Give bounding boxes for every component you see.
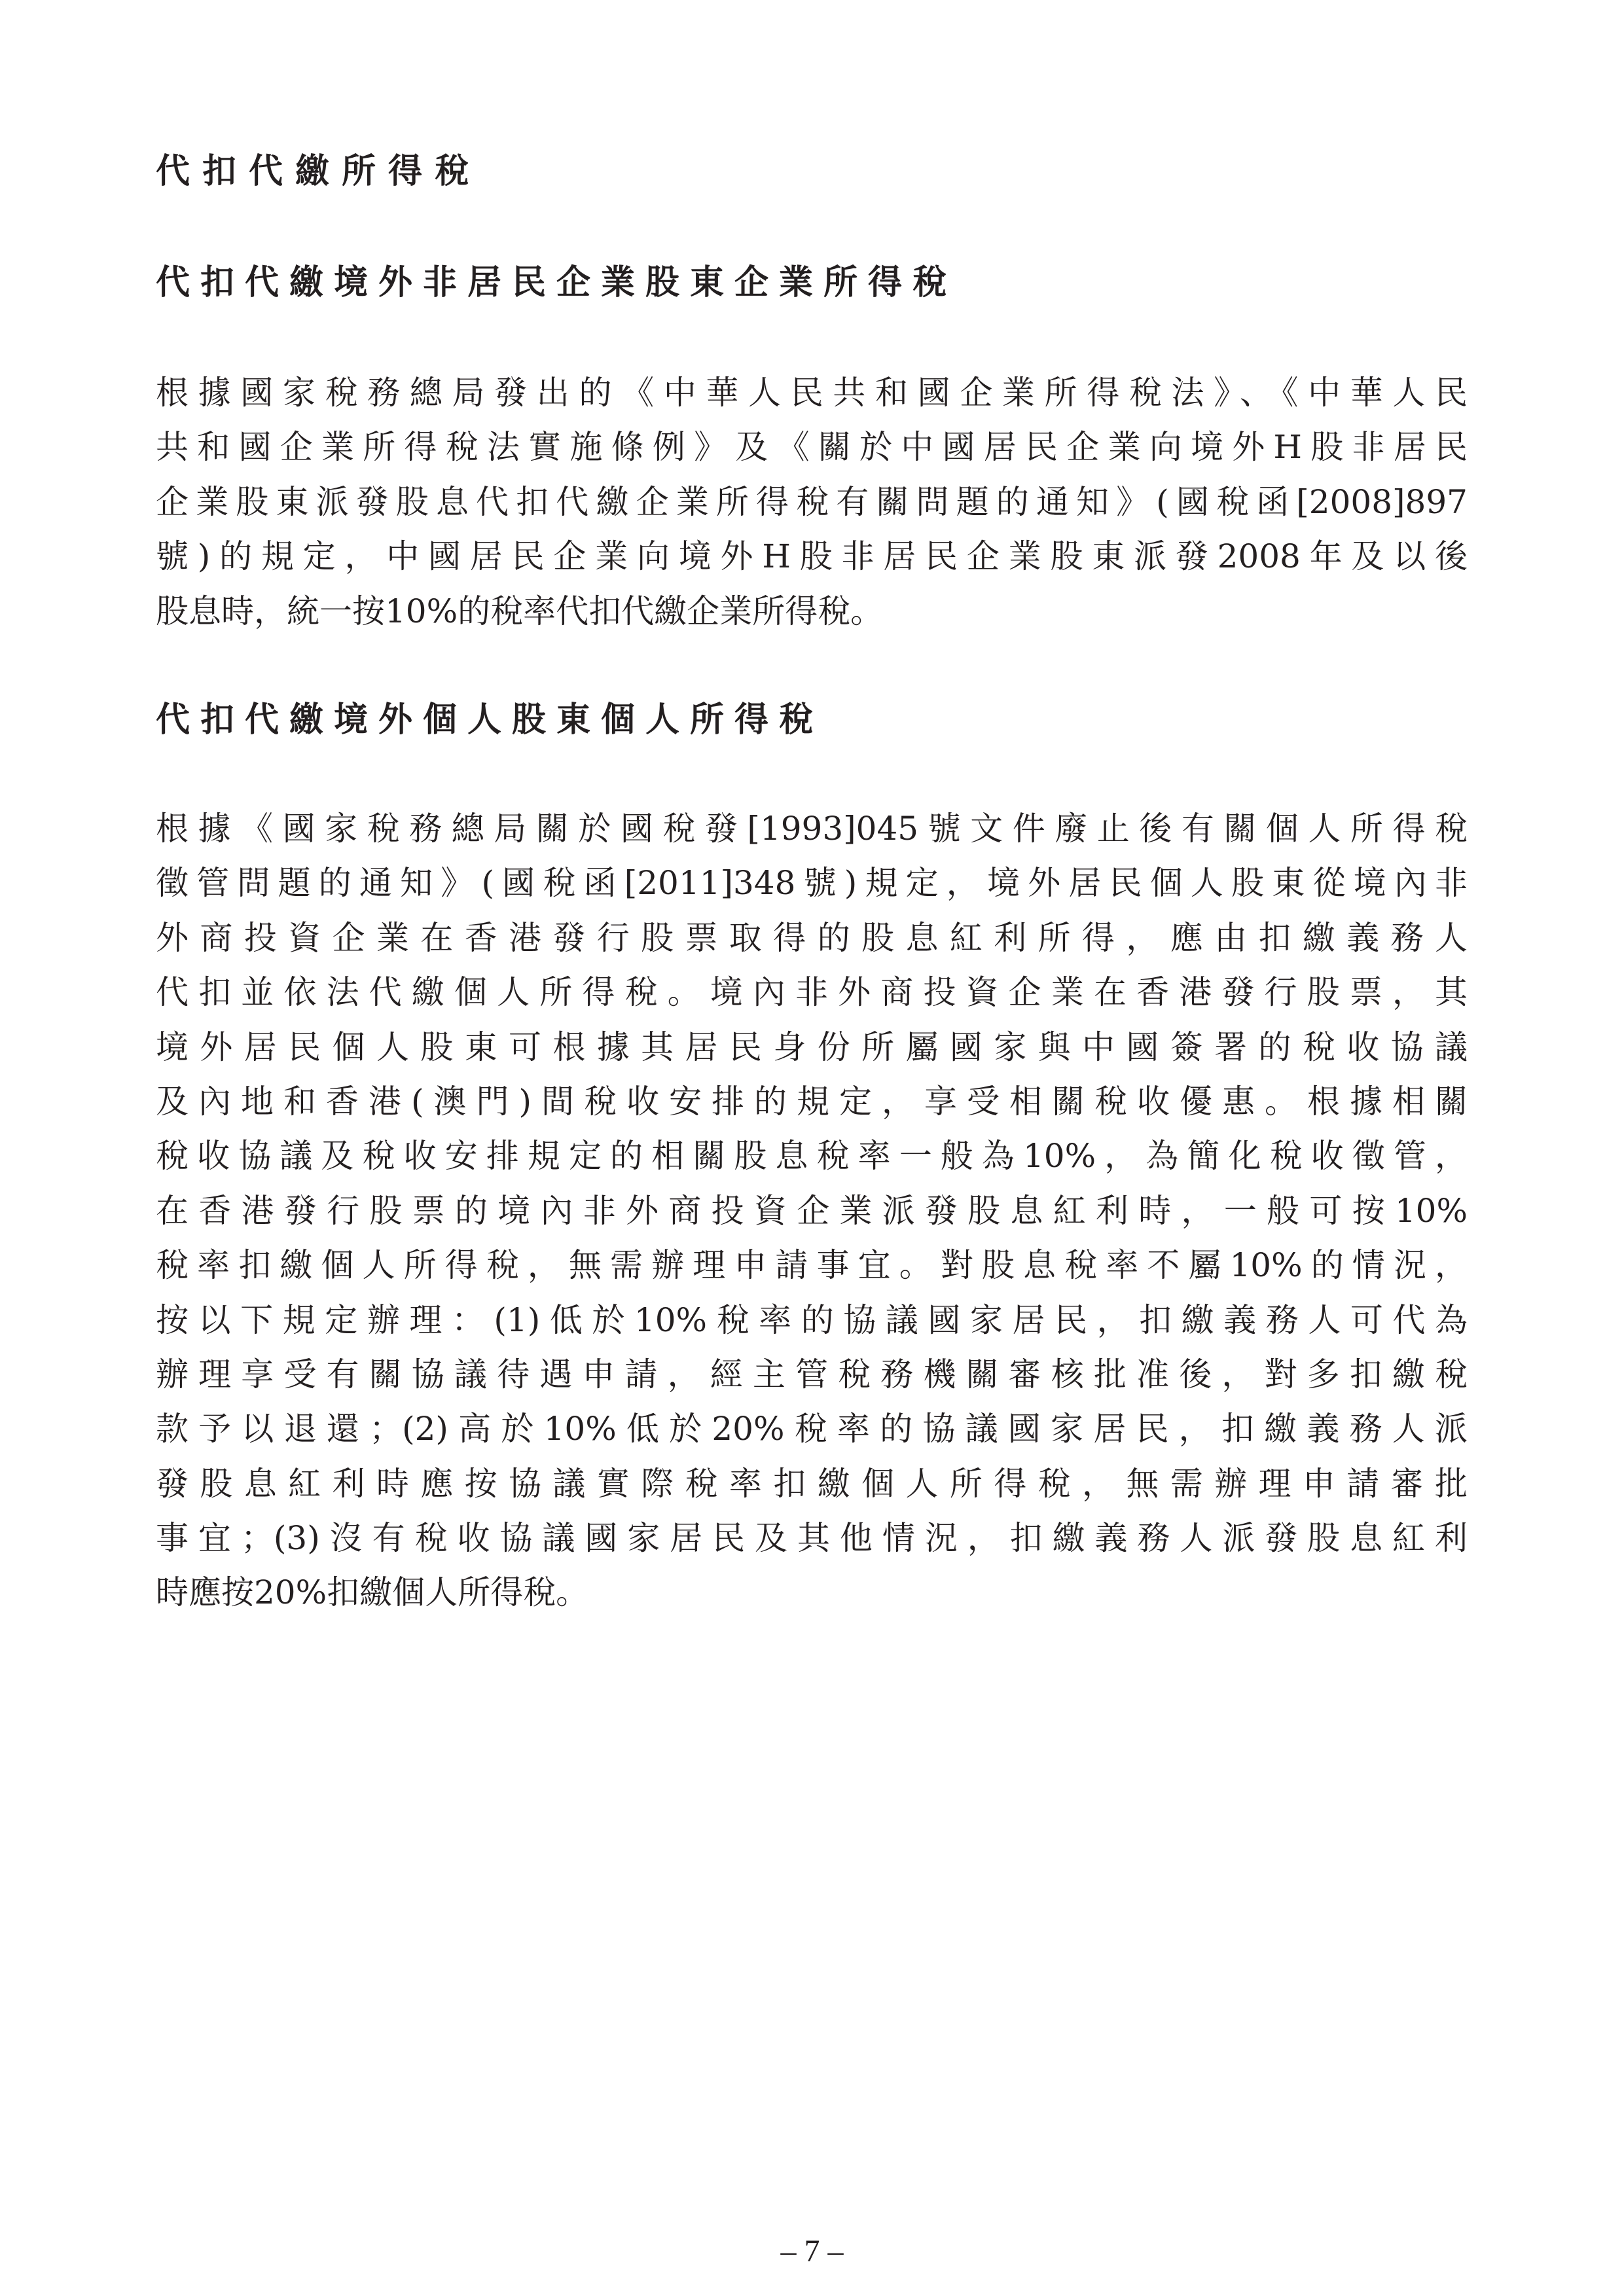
text-line: 徵管問題的通知》(國稅函[2011]348號)規定，境外居民個人股東從境內非 bbox=[156, 864, 1468, 903]
text-line: 事宜；(3)沒有稅收協議國家居民及其他情況，扣繳義務人派發股息紅利 bbox=[156, 1519, 1468, 1558]
page-number: – 7 – bbox=[780, 2234, 844, 2269]
subsection-heading-nonresident-enterprise: 代扣代繳境外非居民企業股東企業所得稅 bbox=[156, 262, 958, 302]
subsection-heading-individual-tax: 代扣代繳境外個人股東個人所得稅 bbox=[156, 700, 824, 740]
text-line: 根據國家稅務總局發出的《中華人民共和國企業所得稅法》、《中華人民 bbox=[156, 374, 1468, 412]
text-line: 境外居民個人股東可根據其居民身份所屬國家與中國簽署的稅收協議 bbox=[156, 1028, 1468, 1066]
text-line: 稅收協議及稅收安排規定的相關股息稅率一般為10%，為簡化稅收徵管， bbox=[156, 1137, 1468, 1175]
text-line: 稅率扣繳個人所得稅，無需辦理申請事宜。對股息稅率不屬10%的情況， bbox=[156, 1246, 1468, 1285]
text-line: 號)的規定，中國居民企業向境外H股非居民企業股東派發2008年及以後 bbox=[156, 537, 1468, 576]
section-title: 代扣代繳所得稅 bbox=[156, 151, 482, 191]
text-line: 辦理享受有關協議待遇申請，經主管稅務機關審核批准後，對多扣繳稅 bbox=[156, 1355, 1468, 1393]
text-line: 代扣並依法代繳個人所得稅。境內非外商投資企業在香港發行股票，其 bbox=[156, 973, 1468, 1012]
text-line: 及內地和香港(澳門)間稅收安排的規定，享受相關稅收優惠。根據相關 bbox=[156, 1082, 1468, 1121]
text-line: 款予以退還；(2)高於10%低於20%稅率的協議國家居民，扣繳義務人派 bbox=[156, 1410, 1468, 1448]
text-line: 根據《國家稅務總局關於國稅發[1993]045號文件廢止後有關個人所得稅 bbox=[156, 810, 1468, 848]
text-line: 按以下規定辦理：(1)低於10%稅率的協議國家居民，扣繳義務人可代為 bbox=[156, 1300, 1468, 1339]
paragraph-individual-income-tax bbox=[156, 809, 1468, 1628]
text-line: 企業股東派發股息代扣代繳企業所得稅有關問題的通知》(國稅函[2008]897 bbox=[156, 482, 1468, 521]
text-line: 共和國企業所得稅法實施條例》及《關於中國居民企業向境外H股非居民 bbox=[156, 428, 1468, 467]
text-line: 在香港發行股票的境內非外商投資企業派發股息紅利時，一般可按10% bbox=[156, 1191, 1468, 1230]
text-line: 發股息紅利時應按協議實際稅率扣繳個人所得稅，無需辦理申請審批 bbox=[156, 1464, 1468, 1503]
text-line: 股息時，統一按10%的稅率代扣代繳企業所得稅。 bbox=[156, 592, 884, 630]
text-line: 外商投資企業在香港發行股票取得的股息紅利所得，應由扣繳義務人 bbox=[156, 918, 1468, 957]
paragraph-nonresident-enterprise-tax bbox=[156, 373, 1468, 646]
text-line: 時應按20%扣繳個人所得稅。 bbox=[156, 1573, 589, 1612]
